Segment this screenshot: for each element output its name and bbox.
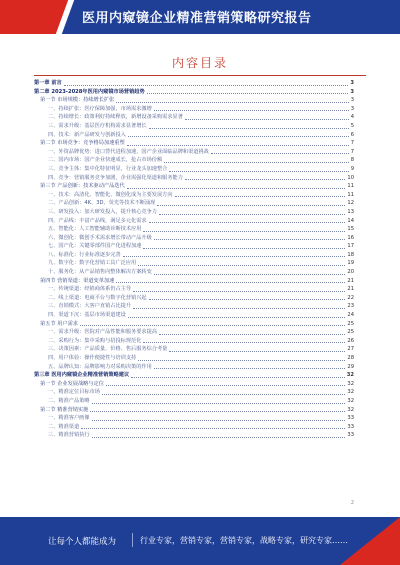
- toc-leader-dots: [143, 342, 345, 343]
- footer-divider: [132, 533, 133, 547]
- toc-leader-dots: [157, 205, 345, 206]
- toc-entry-title: 第三章 医用内窥镜企业精准营销策略建议: [34, 372, 130, 379]
- toc-leader-dots: [164, 162, 349, 163]
- toc-entry-page: 9: [350, 165, 354, 172]
- toc-entry-title: 一、精准定位目标市场: [48, 389, 100, 396]
- toc-leader-dots: [81, 428, 345, 429]
- toc-leader-dots: [133, 291, 345, 292]
- toc-entry-page: 3: [350, 105, 354, 112]
- toc-entry[interactable]: [34, 259, 354, 268]
- toc-entry-title: 第三节 产品创新：技术驱动产品迭代: [40, 183, 125, 190]
- toc-entry-title: 六、微创化：微创手术需求增长带动产品升级: [48, 234, 152, 241]
- toc-entry-page: 20: [347, 269, 354, 276]
- toc-entry-page: 32: [347, 406, 354, 413]
- toc-entry[interactable]: [34, 174, 354, 183]
- toc-entry[interactable]: [34, 320, 354, 329]
- toc-heading: 内容目录: [171, 56, 228, 70]
- toc-entry-title: 四、产品线：丰富产品线，满足多元化需求: [48, 217, 147, 224]
- toc-entry-page: 21: [347, 286, 354, 293]
- toc-leader-dots: [127, 145, 349, 146]
- toc-entry-page: 18: [347, 251, 354, 258]
- toc-entry-title: 第二章 2023-2028年医用内窥镜市场营销趋势: [34, 88, 145, 95]
- toc-entry-title: 九、数字化：数字化营销工具广泛应用: [48, 260, 137, 267]
- toc-divider: [34, 75, 366, 76]
- toc-entry-page: 33: [347, 423, 354, 430]
- toc-entry[interactable]: [34, 251, 354, 260]
- toc-entry-page: 6: [350, 131, 354, 138]
- toc-entry-page: 4: [350, 114, 354, 121]
- toc-entry-page: 7: [350, 140, 354, 147]
- toc-entry[interactable]: [34, 388, 354, 397]
- toc-leader-dots: [147, 93, 349, 94]
- toc-leader-dots: [133, 308, 345, 309]
- toc-entry-title: 二、采购行为：集中采购与招投标规范化: [48, 337, 142, 344]
- toc-entry-page: 3: [350, 80, 354, 86]
- toc-leader-dots: [128, 317, 346, 318]
- toc-entry[interactable]: [34, 302, 354, 311]
- footer-red-accent: [340, 517, 400, 565]
- toc-entry[interactable]: [34, 285, 354, 294]
- toc-entry-title: 一、精准客户画像: [48, 415, 90, 422]
- toc-leader-dots: [211, 153, 349, 154]
- toc-entry[interactable]: [34, 311, 354, 320]
- toc-entry-title: 第一章 前言: [34, 80, 62, 86]
- toc-entry-title: 三、决策因素：产品质量、价格、售后服务综合考量: [48, 346, 168, 353]
- toc-entry[interactable]: [34, 423, 354, 432]
- toc-entry-title: 三、精准营销执行: [48, 432, 90, 439]
- toc-entry[interactable]: [34, 354, 354, 363]
- toc-entry-page: 25: [347, 329, 354, 336]
- toc-leader-dots: [149, 222, 346, 223]
- toc-entry[interactable]: [34, 199, 354, 208]
- toc-entry-title: 二、线上渠道：电商平台与数字化营销兴起: [48, 294, 147, 301]
- toc-entry-page: 13: [347, 208, 354, 215]
- toc-entry-page: 32: [347, 380, 354, 387]
- toc-leader-dots: [64, 85, 349, 86]
- toc-entry-page: 33: [347, 415, 354, 422]
- toc-entry-title: 八、标准化：行业标准逐步完善: [48, 251, 121, 258]
- toc-entry-title: 一、持续扩张：医疗保障加强，市场需求激增: [48, 105, 152, 112]
- toc-entry-title: 一、需求升级：医院对产品性能和服务要求提高: [48, 329, 157, 336]
- toc-leader-dots: [169, 351, 345, 352]
- toc-entry-title: 第五节 用户需求: [40, 320, 78, 327]
- toc-entry-page: 32: [347, 389, 354, 396]
- toc-entry[interactable]: [34, 397, 354, 406]
- toc-leader-dots: [149, 299, 346, 300]
- toc-entry-title: 二、精准产品策略: [48, 397, 90, 404]
- toc-entry-title: 五、智能化：人工智能辅助诊断技术应用: [48, 226, 142, 233]
- toc-leader-dots: [80, 325, 345, 326]
- toc-entry[interactable]: [34, 131, 354, 140]
- toc-leader-dots: [143, 231, 345, 232]
- toc-entry-title: 四、竞争：营销服务竞争加剧，企业需强化渠道和服务能力: [48, 174, 183, 181]
- toc-entry[interactable]: [34, 122, 354, 131]
- toc-entry[interactable]: [34, 431, 354, 440]
- toc-entry[interactable]: [34, 88, 354, 97]
- toc-entry[interactable]: [34, 414, 354, 423]
- toc-entry-page: 3: [350, 88, 354, 95]
- toc-leader-dots: [90, 411, 345, 412]
- toc-leader-dots: [185, 179, 346, 180]
- toc-leader-dots: [116, 282, 345, 283]
- toc-entry[interactable]: [34, 242, 354, 251]
- toc-leader-dots: [138, 360, 345, 361]
- toc-entry-page: 29: [347, 363, 354, 370]
- toc-leader-dots: [154, 110, 349, 111]
- toc-entry-title: 第二节 精准营销实施: [40, 406, 89, 413]
- toc-entry-page: 24: [347, 312, 354, 319]
- toc-entry[interactable]: [34, 268, 354, 277]
- toc-leader-dots: [131, 377, 345, 378]
- header-red-accent: [0, 0, 60, 34]
- toc-entry-title: 第一节 市场规模：持续增长扩张: [40, 97, 115, 104]
- toc-leader-dots: [154, 274, 346, 275]
- toc-entry-page: 26: [347, 337, 354, 344]
- toc-entry-page: 7: [350, 148, 354, 155]
- toc-entry-page: 25: [347, 320, 354, 327]
- toc-entry[interactable]: [34, 139, 354, 148]
- toc-entry[interactable]: [34, 79, 354, 88]
- toc-entry[interactable]: [34, 371, 354, 380]
- toc-leader-dots: [123, 256, 346, 257]
- toc-entry[interactable]: [34, 156, 354, 165]
- toc-entry-title: 三、直销模式：大客户直销占比提升: [48, 303, 132, 310]
- toc-entry[interactable]: [34, 182, 354, 191]
- footer-slogan: 让每个人都能成为: [48, 537, 117, 547]
- toc-leader-dots: [159, 334, 345, 335]
- toc-entry-page: 33: [347, 432, 354, 439]
- toc-entry-title: 五、品牌认知：品牌影响力对采购决策的作用: [48, 363, 152, 370]
- toc-leader-dots: [154, 239, 346, 240]
- toc-entry[interactable]: [34, 191, 354, 200]
- toc-leader-dots: [116, 102, 348, 103]
- toc-entry-page: 19: [347, 260, 354, 267]
- footer-tagline: 行业专家，营销专家，营销专家，战略专家，研究专家……: [140, 536, 348, 545]
- toc-entry-page: 11: [347, 191, 354, 198]
- toc-entry-page: 11: [347, 183, 354, 190]
- toc-leader-dots: [106, 385, 345, 386]
- toc-entry-title: 三、竞争主体：集中化特征明显，行业龙头加速整合: [48, 165, 168, 172]
- toc-entry[interactable]: [34, 234, 354, 243]
- toc-leader-dots: [185, 119, 349, 120]
- toc-leader-dots: [175, 196, 346, 197]
- toc-entry-page: 10: [347, 174, 354, 181]
- toc-entry[interactable]: [34, 208, 354, 217]
- toc-entry-title: 七、国产化：关键零部件国产化进程加速: [48, 243, 142, 250]
- report-title: 医用内窥镜企业精准营销策略研究报告: [82, 11, 312, 26]
- toc-entry[interactable]: [34, 328, 354, 337]
- toc-entry-title: 三、研发投入：加大研发投入，提升核心竞争力: [48, 208, 157, 215]
- toc-leader-dots: [92, 403, 346, 404]
- toc-entry-title: 四、用户体验：操作便捷性与培训支持: [48, 355, 137, 361]
- toc-leader-dots: [102, 394, 346, 395]
- toc-leader-dots: [149, 128, 349, 129]
- toc-entry[interactable]: [34, 337, 354, 346]
- toc-entry-page: 16: [347, 234, 354, 241]
- toc-entry-title: 第一节 企业发展战略与定位: [40, 380, 104, 387]
- toc-entry[interactable]: [34, 406, 354, 415]
- toc-entry-page: 23: [347, 303, 354, 310]
- toc-entry-title: 第四节 营销渠道：渠道变革加速: [40, 277, 115, 284]
- toc-entry[interactable]: [34, 217, 354, 226]
- toc-entry-page: 5: [350, 122, 354, 129]
- toc-leader-dots: [92, 420, 346, 421]
- toc-leader-dots: [169, 171, 348, 172]
- toc-entry[interactable]: [34, 380, 354, 389]
- toc-entry[interactable]: [34, 294, 354, 303]
- toc-entry-title: 一、传统渠道：经销商体系仍占主导: [48, 286, 132, 293]
- toc-entry-title: 一、外资品牌优势：进口替代进程加速，国产企业面临品牌和渠道挑战: [48, 148, 209, 155]
- toc-entry-title: 二、持续增长：政策利好持续释放，新增设备采购需求显著: [48, 114, 183, 121]
- toc-entry[interactable]: [34, 105, 354, 114]
- toc-entry-page: 3: [350, 97, 354, 104]
- toc-entry[interactable]: [34, 96, 354, 105]
- toc-entry-title: 一、技术：高清化、智能化、微创化成为主要发展方向: [48, 191, 173, 198]
- header-banner: [0, 0, 400, 34]
- toc-entry-page: 15: [347, 226, 354, 233]
- toc-entry[interactable]: [34, 165, 354, 174]
- toc-entry[interactable]: [34, 277, 354, 286]
- toc-entry-title: 二、国内市场：国产企业快速成长，抢占市场份额: [48, 157, 163, 164]
- toc-entry-page: 17: [347, 243, 354, 250]
- toc-entry[interactable]: [34, 113, 354, 122]
- toc-entry-title: 十、服务化：从产品销售向整体解决方案转变: [48, 269, 152, 276]
- toc-leader-dots: [154, 368, 346, 369]
- toc-entry-page: 21: [347, 277, 354, 284]
- footer-banner: [0, 517, 400, 565]
- toc-entry[interactable]: [34, 345, 354, 354]
- toc-entry-title: 三、需求升级：基层医疗机构需求显著增长: [48, 122, 147, 129]
- toc-leader-dots: [138, 265, 345, 266]
- toc-entry-page: 32: [346, 372, 354, 379]
- toc-entry-page: 12: [347, 200, 354, 207]
- toc-entry-title: 二、产品创新：4K、3D、荧光等技术不断涌现: [48, 200, 156, 207]
- table-of-contents: [34, 79, 354, 440]
- toc-entry[interactable]: [34, 225, 354, 234]
- toc-entry-page: 28: [347, 355, 354, 361]
- toc-entry-page: 8: [350, 157, 354, 164]
- toc-entry-page: 32: [347, 397, 354, 404]
- page-number: 2: [350, 500, 354, 506]
- toc-leader-dots: [143, 248, 345, 249]
- toc-entry-page: 14: [347, 217, 354, 224]
- toc-entry[interactable]: [34, 148, 354, 157]
- toc-entry-title: 四、渠道下沉：基层市场渠道建设: [48, 312, 126, 319]
- toc-entry-page: 22: [347, 294, 354, 301]
- toc-entry[interactable]: [34, 363, 354, 372]
- toc-entry-title: 第二节 市场竞争：竞争格局加速重塑: [40, 140, 125, 147]
- toc-entry-title: 二、精准渠道: [48, 423, 80, 430]
- toc-entry-page: 27: [347, 346, 354, 353]
- toc-entry-title: 四、技术：新产品研发与创新投入: [48, 131, 126, 138]
- toc-leader-dots: [159, 214, 345, 215]
- toc-leader-dots: [127, 188, 346, 189]
- toc-leader-dots: [92, 437, 346, 438]
- toc-leader-dots: [128, 136, 349, 137]
